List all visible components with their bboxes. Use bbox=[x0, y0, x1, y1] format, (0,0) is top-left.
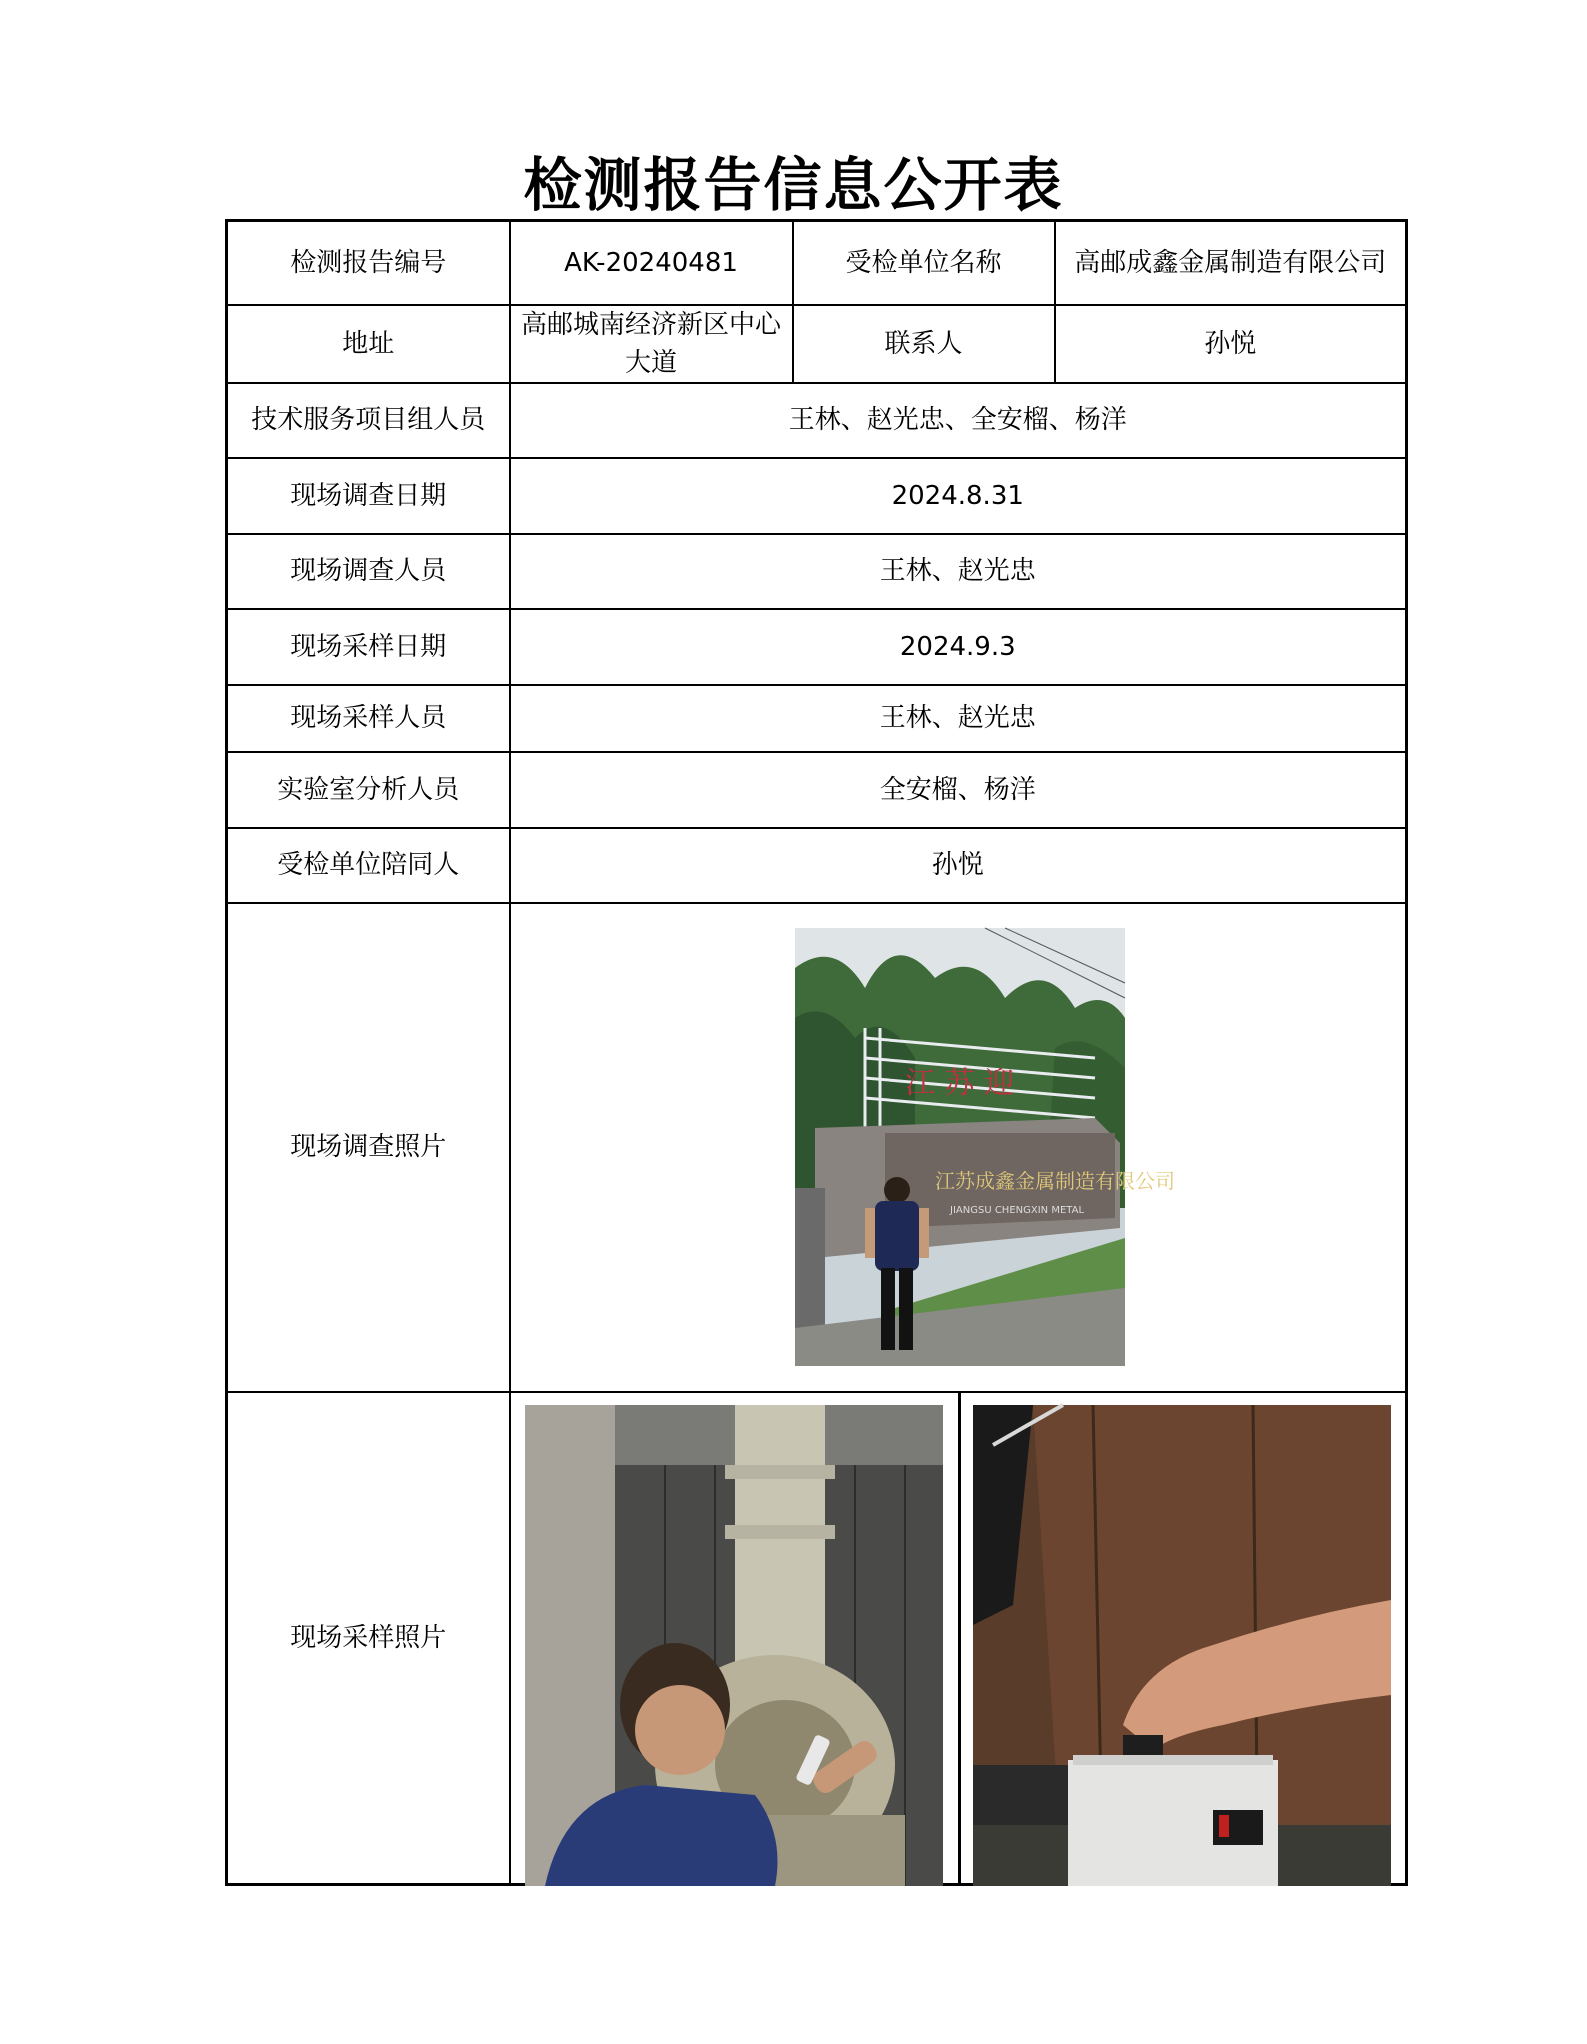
table-row bbox=[227, 383, 1407, 458]
sampling-staff-value: 王林、赵光忠 bbox=[510, 685, 1407, 752]
sampling-staff-label: 现场采样人员 bbox=[227, 685, 510, 752]
survey-staff-label: 现场调查人员 bbox=[227, 534, 510, 609]
escort-value: 孙悦 bbox=[510, 828, 1407, 903]
table-row bbox=[227, 458, 1407, 534]
report-no-label: 检测报告编号 bbox=[227, 221, 510, 305]
escort-label: 受检单位陪同人 bbox=[227, 828, 510, 903]
contact-value: 孙悦 bbox=[1055, 305, 1407, 383]
unit-name-value: 高邮成鑫金属制造有限公司 bbox=[1055, 221, 1407, 305]
table-row bbox=[227, 305, 1407, 383]
photo-divider bbox=[958, 1393, 961, 1884]
table-row bbox=[227, 221, 1407, 305]
table-row bbox=[227, 1392, 1407, 1885]
sign-text: 江苏成鑫金属制造有限公司 bbox=[934, 1168, 1175, 1193]
table-row bbox=[227, 828, 1407, 903]
address-label: 地址 bbox=[227, 305, 510, 383]
unit-name-label: 受检单位名称 bbox=[793, 221, 1055, 305]
survey-photo bbox=[795, 928, 1175, 1366]
table-row bbox=[227, 685, 1407, 752]
survey-staff-value: 王林、赵光忠 bbox=[510, 534, 1407, 609]
table-row bbox=[227, 609, 1407, 685]
sampling-photo-label: 现场采样照片 bbox=[227, 1392, 510, 1885]
report-no-value: AK-20240481 bbox=[510, 221, 793, 305]
team-label: 技术服务项目组人员 bbox=[227, 383, 510, 458]
survey-photo-cell bbox=[510, 903, 1407, 1392]
info-table bbox=[225, 219, 1408, 1886]
contact-label: 联系人 bbox=[793, 305, 1055, 383]
table-row bbox=[227, 752, 1407, 828]
survey-date-value: 2024.8.31 bbox=[510, 458, 1407, 534]
table-row bbox=[227, 903, 1407, 1392]
sampling-date-label: 现场采样日期 bbox=[227, 609, 510, 685]
svg-text:江 苏 迎: 江 苏 迎 bbox=[904, 1065, 1014, 1101]
lab-staff-label: 实验室分析人员 bbox=[227, 752, 510, 828]
sampling-date-value: 2024.9.3 bbox=[510, 609, 1407, 685]
survey-date-label: 现场调查日期 bbox=[227, 458, 510, 534]
address-value: 高邮城南经济新区中心大道 bbox=[510, 305, 793, 383]
page-title: 检测报告信息公开表 bbox=[523, 151, 1064, 219]
team-value: 王林、赵光忠、全安榴、杨洋 bbox=[510, 383, 1407, 458]
sign-text-en: JIANGSU CHENGXIN METAL bbox=[949, 1204, 1084, 1216]
sampling-photo-1 bbox=[525, 1405, 943, 1886]
table-row bbox=[227, 534, 1407, 609]
survey-photo-label: 现场调查照片 bbox=[227, 903, 510, 1392]
sampling-photo-2 bbox=[973, 1405, 1391, 1886]
sampling-photo-cell bbox=[510, 1392, 1407, 1885]
lab-staff-value: 全安榴、杨洋 bbox=[510, 752, 1407, 828]
